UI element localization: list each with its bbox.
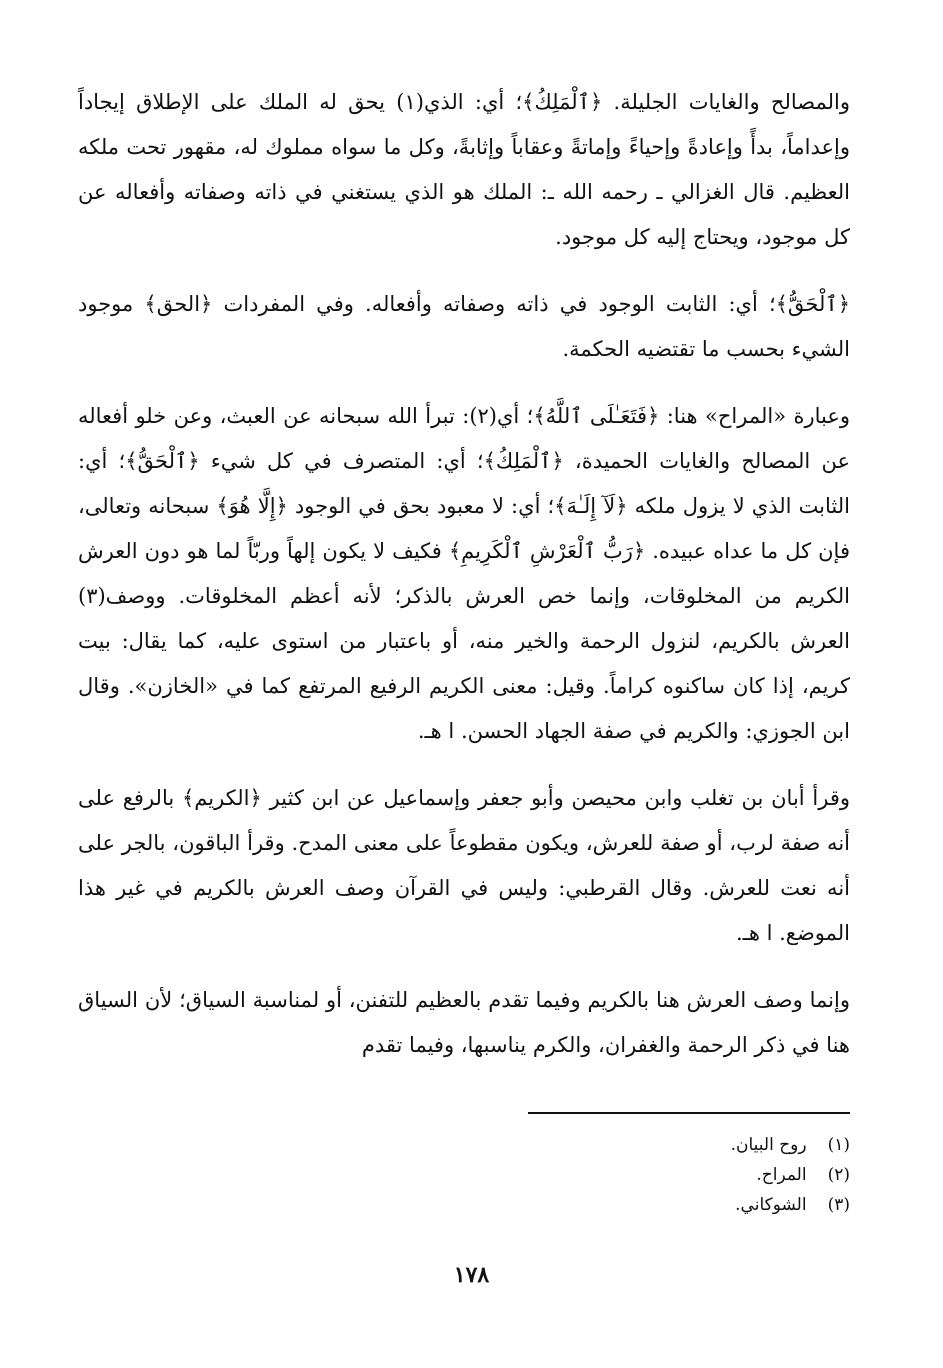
paragraph: وإنما وصف العرش هنا بالكريم وفيما تقدم بالعظيم للتفنن، أو لمناسبة السياق؛ لأن السياق هنا في ذكر الرحمة والغفران، والكرم يناسبها، وفيما تقدم	[78, 988, 850, 1057]
footnote-number: (٢)	[827, 1165, 850, 1185]
page-body	[78, 80, 850, 1068]
paragraph: والمصالح والغايات الجليلة. ﴿ٱلْمَلِكُ﴾؛ أي: الذي(١) يحق له الملك على الإطلاق إيجاداً وإعداماً، بدأً وإعادةً وإحياءً وإماتةً وعقاباً وإثابةً، وكل ما سواه مملوك له، مقهور تحت ملكه العظيم. قال الغزالي ـ رحمه الله ـ: الملك هو الذي يستغني في ذاته وصفاته وأفعاله عن كل موجود، ويحتاج إليه كل موجود.	[78, 90, 850, 249]
footnote-item	[731, 1190, 850, 1220]
footnote-text: الشوكاني.	[735, 1195, 807, 1215]
footnote-item	[731, 1160, 850, 1190]
paragraph: ﴿ٱلْحَقُّ﴾؛ أي: الثابت الوجود في ذاته وصفاته وأفعاله. وفي المفردات ﴿الحق﴾ موجود الشيء بحسب ما تقتضيه الحكمة.	[78, 292, 850, 361]
footnote-item	[731, 1130, 850, 1160]
footnote-text: روح البيان.	[730, 1135, 807, 1155]
footnotes	[731, 1130, 850, 1220]
paragraph: وقرأ أبان بن تغلب وابن محيصن وأبو جعفر وإسماعيل عن ابن كثير ﴿الكريم﴾ بالرفع على أنه صفة لرب، أو صفة للعرش، ويكون مقطوعاً على معنى المدح. وقرأ الباقون، بالجر على أنه نعت للعرش. وقال القرطبي: وليس في القرآن وصف العرش بالكريم في غير هذا الموضع. ا هـ.	[78, 786, 850, 945]
footnote-divider	[528, 1112, 850, 1114]
footnote-number: (٣)	[827, 1195, 850, 1215]
footnote-number: (١)	[827, 1135, 850, 1155]
footnote-text: المراح.	[756, 1165, 807, 1185]
page-number: ١٧٨	[453, 1262, 490, 1288]
paragraph: وعبارة «المراح» هنا: ﴿فَتَعَـٰلَى ٱللَّهُ﴾؛ أي(٢): تبرأ الله سبحانه عن العبث، وعن خلو أفعاله عن المصالح والغايات الحميدة، ﴿ٱلْمَلِكُ﴾؛ أي: المتصرف في كل شيء ﴿ٱلْحَقُّ﴾؛ أي: الثابت الذي لا يزول ملكه ﴿لَآ إِلَـٰهَ﴾؛ أي: لا معبود بحق في الوجود ﴿إِلَّا هُوَ﴾ سبحانه وتعالى، فإن كل ما عداه عبيده. ﴿رَبُّ ٱلْعَرْشِ ٱلْكَرِيمِ﴾ فكيف لا يكون إلهاً وربّاً لما هو دون العرش الكريم من المخلوقات، وإنما خص العرش بالذكر؛ لأنه أعظم المخلوقات. ووصف(٣) العرش بالكريم، لنزول الرحمة والخير منه، أو باعتبار من استوى عليه، كما يقال: بيت كريم، إذا كان ساكنوه كراماً. وقيل: معنى الكريم الرفيع المرتفع كما في «الخازن». وقال ابن الجوزي: والكريم في صفة الجهاد الحسن. ا هـ.	[78, 404, 850, 743]
